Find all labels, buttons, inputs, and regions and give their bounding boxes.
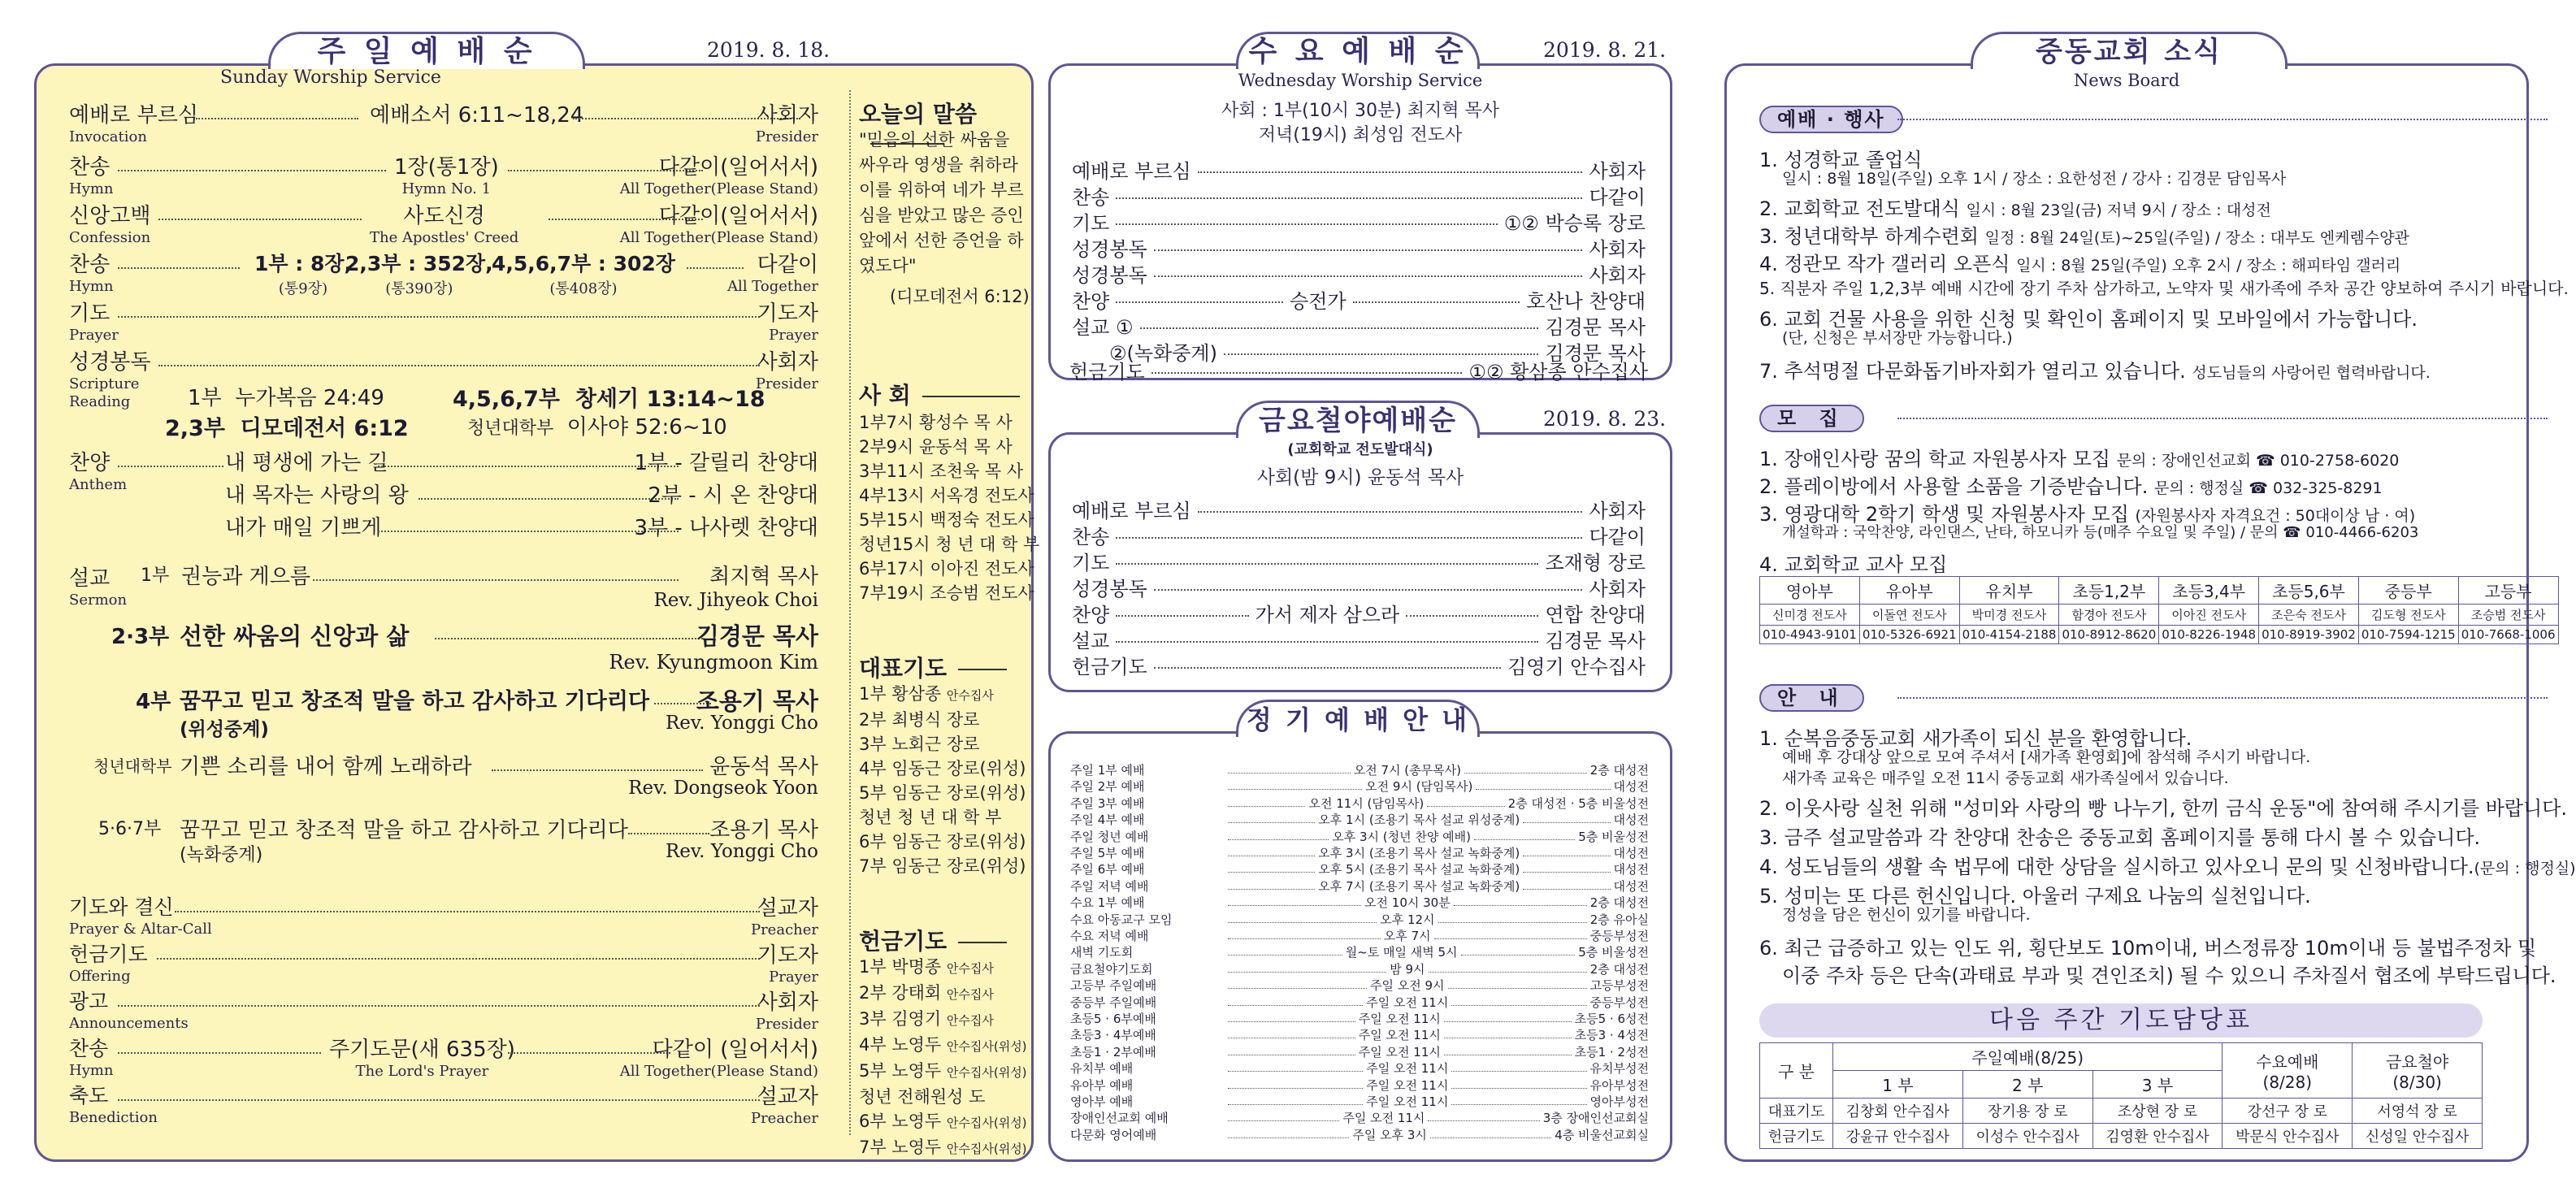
recruit-1: 1. 장애인사랑 꿈의 학교 자원봉사자 모집 문의 : 장애인선교회 ☎ 010-2758-6020 bbox=[1759, 448, 2400, 470]
sunday-date: 2019. 8. 18. bbox=[707, 38, 830, 62]
sermon-5-rev: Rev. Yonggi Cho bbox=[665, 841, 818, 862]
event-3: 3. 청년대학부 하계수련회 일정 : 8월 24일(토)~25일(주일) / 장소 : 대부도 엔케렘수양관 bbox=[1759, 225, 2409, 248]
wed-row-offering: 헌금기도 ①② 황삼종 안수집사 bbox=[1069, 361, 1648, 384]
wednesday-subtitle: Wednesday Worship Service bbox=[1238, 71, 1483, 90]
recruit-4: 4. 교회학교 교사 모집 bbox=[1759, 553, 1948, 576]
teacher-cell: 010-7594-1215 bbox=[2358, 626, 2458, 644]
schedule-row: 초등3 · 4부예배 주일 오전 11시 초등3 · 4성전 bbox=[1070, 1028, 1649, 1043]
teacher-cell: 010-8226-1948 bbox=[2159, 626, 2259, 644]
schedule-row: 초등5 · 6부예배 주일 오전 11시 초등5 · 6성전 bbox=[1070, 1012, 1649, 1026]
schedule-row: 금요철야기도회 밤 9시 2층 대성전 bbox=[1070, 961, 1650, 977]
confession-label: 신앙고백 Confession bbox=[69, 204, 151, 246]
teacher-cell: 초등3,4부 bbox=[2159, 577, 2259, 604]
schedule-row: 다문화 영어예배 주일 오후 3시 4층 비울선교회실 bbox=[1070, 1127, 1649, 1142]
teacher-cell: 신미경 전도사 bbox=[1760, 604, 1860, 626]
schedule-row: 고등부 주일예배 주일 오전 9시 고등부성전 bbox=[1070, 978, 1650, 994]
teacher-cell: 김도형 전도사 bbox=[2358, 604, 2458, 626]
anthem-3-choir: 3부 - 나사렛 찬양대 bbox=[634, 516, 818, 540]
wednesday-title: 수 요 예 배 순 bbox=[1236, 32, 1480, 69]
sunday-subtitle: Sunday Worship Service bbox=[220, 67, 441, 88]
sermon-1-preacher: 최지혁 목사 Rev. Jihyeok Choi bbox=[653, 565, 818, 611]
wed-row-sermon-1: 설교 ① 김경문 목사 bbox=[1072, 316, 1646, 339]
scripture-part1: 1부 누가복음 24:49 bbox=[188, 386, 384, 410]
fri-row-prayer: 기도 조재형 장로 bbox=[1072, 552, 1646, 574]
sermon-5-title: 꿈꾸고 믿고 창조적 말을 하고 감사하고 기다리다 bbox=[180, 818, 628, 843]
guide-2: 2. 이웃사랑 실천 위해 "성미와 사랑의 빵 나누기, 한끼 금식 운동"에 참여해 주시기를 바랍니다. bbox=[1759, 797, 2568, 820]
closing-hymn-label: 찬송 Hymn bbox=[69, 1037, 114, 1079]
wed-row-prayer: 기도 ①② 박승록 장로 bbox=[1072, 212, 1646, 235]
verse-heading: 오늘의 말씀 bbox=[859, 97, 1031, 156]
teacher-cell: 이아진 전도사 bbox=[2159, 604, 2259, 626]
event-4: 4. 정관모 작가 갤러리 오픈식 일시 : 8월 25일(주일) 오후 2시 / 장소 : 해피타임 갤러리 bbox=[1759, 253, 2401, 275]
teacher-cell: 박미경 전도사 bbox=[1959, 604, 2059, 626]
wed-row-sermon-2: ②(녹화중계) 김경문 목사 bbox=[1109, 342, 1646, 365]
altar-call-label: 기도와 결신 Prayer & Altar-Call bbox=[69, 895, 212, 938]
sermon-5-preacher: 조용기 목사 bbox=[709, 818, 818, 843]
hymn-number: 1장(통1장) Hymn No. 1 bbox=[394, 155, 499, 197]
schedule-row: 주일 6부 예배 오후 5시 (조용기 목사 설교 녹화중계) 대성전 bbox=[1070, 862, 1649, 878]
teacher-cell: 유치부 bbox=[1959, 577, 2059, 604]
guide-1: 1. 순복음중동교회 새가족이 되신 분을 환영합니다. bbox=[1759, 727, 2192, 750]
sermon-3-title: 꿈꾸고 믿고 창조적 말을 하고 감사하고 기다리다 bbox=[180, 689, 650, 714]
schedule-row: 수요 1부 예배 오전 10시 30분 2층 대성전 bbox=[1070, 895, 1650, 911]
sermon-label: 설교 Sermon bbox=[69, 566, 128, 609]
friday-worship-panel bbox=[1048, 405, 1672, 692]
hymn2-together: 다같이 All Together bbox=[727, 253, 818, 295]
event-7: 7. 추석명절 다문화돕기바자회가 열리고 있습니다. 성도님들의 사랑어린 협력바랍니다. bbox=[1759, 360, 2431, 383]
scripture-presider: 사회자 Presider bbox=[755, 350, 818, 392]
friday-presider: 사회(밤 9시) 윤동석 목사 bbox=[1256, 467, 1464, 488]
guide-3: 3. 금주 설교말씀과 각 찬양대 찬송은 중동교회 홈페이지를 통해 다시 볼 수 있습니다. bbox=[1759, 826, 2481, 849]
verse-ref: (디모데전서 6:12) bbox=[890, 287, 1030, 306]
schedule-row: 유아부 예배 주일 오전 11시 유아부성전 bbox=[1070, 1077, 1649, 1093]
friday-date: 2019. 8. 23. bbox=[1543, 407, 1667, 431]
event-1-detail: 일시 : 8월 18일(주일) 오후 1시 / 장소 : 요한성전 / 강사 : 김경문 담임목사 bbox=[1782, 170, 2287, 188]
teacher-cell: 010-7668-1006 bbox=[2458, 626, 2558, 644]
prayer-duty-title: 다음 주간 기도담당표 bbox=[1759, 1003, 2483, 1038]
sermon-3-rev: Rev. Yonggi Cho bbox=[665, 713, 818, 734]
schedule-row: 주일 1부 예배 오전 7시 (총무목사) 2층 대성전 bbox=[1070, 763, 1649, 778]
scripture-part23: 2,3부 디모데전서 6:12 bbox=[165, 416, 409, 441]
scripture-youth: 청년대학부 이사야 52:6~10 bbox=[467, 415, 727, 440]
friday-title: 금요철야예배순 bbox=[1236, 401, 1480, 438]
sunday-worship-panel: 주 일 예 배 순 Sunday Worship Service 2019. 8. 18. 예배로 부르심 Invocation 예배소서 6:11~18,24 사회자 Presider 찬송 Hymn 1장(통1장) Hymn No. 1 다같이(일어서서) All Together(Please Stand) 신앙고백 Confession 사도신경 The Apostles' Creed 다같이(일어서서) All Together(Please Stand) 찬송 Hymn 1부 : 8장, (통9장) 2,3부 : 352장, (통390장) 4,5,6,7부 : 302장 (통408장) 다같이 All Together 기도 Prayer 기도자 Prayer 성경봉독 Scripture Reading 사회자 Presider 1부 누가복음 24:49 4,5,6,7부 창세기 13:14~18 2,3부 디모데전서 6:12 청년대학부 이사야 52:6~10 찬양 Anthem 내 평생에 가는 길 1부 - 갈릴리 찬양대 내 목자는 사랑의 왕 2부 - 시 온 찬양대 내가 매일 기쁘게 3부 - 나사렛 찬양대 설교 Sermon 1부 권능과 게으름 최지혁 목사 Rev. Jihyeok Choi 2·3부 선한 싸움의 신앙과 삶 김경문 목사 Rev. Kyungmoon Kim 4부 꿈꾸고 믿고 창조적 말을 하고 감사하고 기다리다 (위성중계) 조용기 목사 Rev. Yonggi Cho 청년대학부 기쁜 소리를 내어 함께 노래하라 윤동석 목사 Rev. Dongseok Yoon 5·6·7부 꿈꾸고 믿고 창조적 말을 하고 감사하고 기다리다 (녹화중계) 조용기 목사 Rev. Yonggi Cho 기도와 결신 Prayer & Altar-Call 설교자 Preacher 헌금기도 Offering 기도자 Prayer 광고 Announcements 사회자 Presider 찬송 Hymn 주기도문(새 635장) The Lord's Prayer 다같이 (일어서서) All Together(Please Stand) 축도 Benediction 설교자 Preacher 오늘의 말씀 "믿음의 선한 싸움을 싸우라 영생을 취하라 이를 위하여 네가 부르심을 받았고 많은 증인 앞에서 선한 증언을 하였도다" (디모데전서 6:12) 사 회 1부7시 황성수 목 사 2부9시 윤동석 목 사 3부11시 조천욱 목 사 4부13시 서옥경 전도사 5부15시 백정숙 전도사 청년15시 청 년 대 학 부 6부17시 이아진 전도사 7부19시 조승범 전도사 대표기도 1부 황삼종 안수집사 2부 최병식 장로 3부 노회근 장로 4부 임동근 장로(위성) 5부 임동근 장로(위성) 청년 청 년 대 학 부 6부 임동근 장로(위성) 7부 임동근 장로(위성) 헌금기도 1부 박명종 안수집사 2부 강태회 안수집사 3부 김영기 안수집사 4부 노영두 안수집사(위성) 5부 노영두 안수집사(위성) 청년 전해원성 도 6부 노영두 안수집사(위성) 7부 노영두 안수집사(위성) bbox=[34, 63, 1034, 1162]
recruit-3-detail: 개설학과 : 국악찬양, 라인댄스, 난타, 하모니카 등(매주 수요일 및 주일) / 문의 ☎ 010-4466-6203 bbox=[1782, 524, 2419, 541]
sermon-2-preacher: 김경문 목사 bbox=[696, 622, 818, 650]
recruit-3: 3. 영광대학 2학기 학생 및 자원봉사자 모집 (자원봉사자 자격요건 : 50대이상 남 · 여) bbox=[1759, 503, 2416, 526]
sermon-2-title: 선한 싸움의 신앙과 삶 bbox=[180, 622, 410, 650]
schedule-row: 중등부 주일예배 주일 오전 11시 중등부성전 bbox=[1070, 994, 1649, 1010]
fri-row-hymn: 찬송 다같이 bbox=[1072, 526, 1646, 548]
schedule-row: 수요 아동교구 모임 오후 12시 2층 유아실 bbox=[1070, 912, 1650, 927]
teacher-cell: 함경아 전도사 bbox=[2059, 604, 2159, 626]
anthem-label: 찬양 Anthem bbox=[69, 451, 128, 493]
benediction-preacher: 설교자 Preacher bbox=[750, 1085, 818, 1127]
teacher-table bbox=[1759, 576, 2559, 644]
prayer-person: 기도자 Prayer bbox=[757, 301, 818, 344]
anthem-1-title: 내 평생에 가는 길 bbox=[225, 451, 388, 475]
wednesday-presider-2: 저녁(19시) 최성임 전도사 bbox=[1258, 125, 1463, 145]
invocation-text: 예배소서 6:11~18,24 bbox=[370, 103, 584, 128]
confession-together: 다같이(일어서서) All Together(Please Stand) bbox=[619, 204, 818, 246]
teacher-cell: 010-8919-3902 bbox=[2259, 626, 2359, 644]
scripture-label: 성경봉독 Scripture Reading bbox=[69, 350, 151, 410]
sunday-title: 주 일 예 배 순 bbox=[268, 32, 585, 69]
schedule-row: 수요 저녁 예배 오후 7시 중등부성전 bbox=[1070, 929, 1649, 943]
anthem-2-title: 내 목자는 사랑의 왕 bbox=[225, 483, 409, 508]
fri-row-offering: 헌금기도 김영기 안수집사 bbox=[1072, 656, 1646, 678]
offering-label: 헌금기도 Offering bbox=[69, 942, 148, 985]
hymn-together: 다같이(일어서서) All Together(Please Stand) bbox=[619, 155, 818, 197]
wednesday-presider-1: 사회 : 1부(10시 30분) 최지혁 목사 bbox=[1221, 101, 1500, 121]
teacher-cell: 초등1,2부 bbox=[2059, 577, 2159, 604]
sermon-4-title: 기쁜 소리를 내어 함께 노래하라 bbox=[180, 755, 472, 779]
altar-call-preacher: 설교자 Preacher bbox=[750, 896, 818, 938]
verse-text: "믿음의 선한 싸움을 싸우라 영생을 취하라 이를 위하여 네가 부르심을 받았고 많은 증인 앞에서 선한 증언을 하였도다" bbox=[859, 130, 1024, 275]
teacher-cell: 초등5,6부 bbox=[2259, 577, 2359, 604]
closing-hymn-together: 다같이 (일어서서) All Together(Please Stand) bbox=[619, 1038, 818, 1080]
schedule-row: 유치부 예배 주일 오전 11시 유치부성전 bbox=[1070, 1061, 1649, 1077]
schedule-row: 영아부 예배 주일 오전 11시 영아부성전 bbox=[1070, 1094, 1649, 1109]
guide-5: 5. 성미는 또 다른 헌신입니다. 아울러 구제요 나눔의 실천입니다. bbox=[1759, 885, 2311, 908]
wed-row-hymn: 찬송 다같이 bbox=[1072, 186, 1646, 209]
sermon-4-preacher: 윤동석 목사 bbox=[709, 755, 818, 779]
offering-heading: 헌금기도 bbox=[859, 924, 1007, 956]
recruit-header: 모 집 bbox=[1759, 404, 1864, 433]
hymn-part1: 1부 : 8장, (통9장) bbox=[254, 252, 352, 297]
teacher-cell: 중등부 bbox=[2358, 577, 2458, 604]
invocation-label: 예배로 부르심 Invocation bbox=[69, 103, 198, 145]
wed-row-anthem: 찬양 승전가 호산나 찬양대 bbox=[1072, 290, 1646, 313]
lords-prayer: 주기도문(새 635장) The Lord's Prayer bbox=[329, 1038, 515, 1080]
prayer-heading: 대표기도 bbox=[859, 651, 1007, 683]
teacher-cell: 조승범 전도사 bbox=[2458, 604, 2558, 626]
teacher-cell: 010-8912-8620 bbox=[2059, 626, 2159, 644]
fri-row-scripture: 성경봉독 사회자 bbox=[1072, 578, 1646, 600]
offering-prayer: 기도자 Prayer bbox=[757, 943, 818, 986]
schedule-row: 주일 5부 예배 오후 3시 (조용기 목사 설교 녹화중계) 대성전 bbox=[1070, 846, 1649, 860]
wednesday-date: 2019. 8. 21. bbox=[1543, 38, 1667, 62]
guide-4: 4. 성도님들의 생활 속 법무에 대한 상담을 실시하고 있사오니 문의 및 신청바랍니다.(문의 : 행정실) bbox=[1759, 856, 2576, 878]
anthem-1-choir: 1부 - 갈릴리 찬양대 bbox=[634, 451, 818, 475]
events-header: 예배 · 행사 bbox=[1759, 105, 1903, 134]
sunday-divider bbox=[849, 90, 851, 1135]
invocation-presider: 사회자 Presider bbox=[755, 103, 818, 145]
announcements-label: 광고 Announcements bbox=[69, 990, 189, 1032]
teacher-cell: 조은숙 전도사 bbox=[2259, 604, 2359, 626]
event-2: 2. 교회학교 전도발대식 일시 : 8월 23일(금) 저녁 9시 / 장소 : 대성전 bbox=[1759, 197, 2271, 220]
hymn-part3: 4,5,6,7부 : 302장 (통408장) bbox=[492, 252, 675, 297]
teacher-cell: 고등부 bbox=[2458, 577, 2558, 604]
announcements-presider: 사회자 Presider bbox=[755, 990, 818, 1033]
wed-row-scripture: 성경봉독 사회자 bbox=[1072, 238, 1646, 261]
schedule-row: 초등1 · 2부예배 주일 오전 11시 초등1 · 2성전 bbox=[1070, 1044, 1649, 1060]
news-title: 중동교회 소식 bbox=[1971, 32, 2288, 69]
event-5: 5. 직분자 주일 1,2,3부 예배 시간에 장기 주차 삼가하고, 노약자 및 새가족에 주차 공간 양보하여 주시기 바랍니다. bbox=[1759, 279, 2569, 298]
regular-title: 정 기 예 배 안 내 bbox=[1236, 700, 1480, 737]
teacher-cell: 010-4943-9101 bbox=[1760, 626, 1860, 644]
fri-row-anthem: 찬양 가서 제자 삼으라 연합 찬양대 bbox=[1072, 604, 1646, 626]
teacher-cell: 유아부 bbox=[1859, 577, 1959, 604]
benediction-label: 축도 Benediction bbox=[69, 1084, 158, 1126]
event-1: 1. 성경학교 졸업식 bbox=[1759, 149, 1923, 171]
presiders-list: 1부7시 황성수 목 사 2부9시 윤동석 목 사 3부11시 조천욱 목 사 4부13시 서옥경 전도사 5부15시 백정숙 전도사 청년15시 청 년 대 학 부 6부17시 이아진 전도사 7부19시 조승범 전도사 bbox=[859, 413, 1040, 603]
prayer-list: 1부 황삼종 안수집사 2부 최병식 장로 3부 노회근 장로 4부 임동근 장로(위성) 5부 임동근 장로(위성) 청년 청 년 대 학 부 6부 임동근 장로(위성) 7부 임동근 장로(위성) bbox=[859, 684, 1026, 876]
teacher-cell: 010-5326-6921 bbox=[1859, 626, 1959, 644]
sermon-2-rev: Rev. Kyungmoon Kim bbox=[609, 651, 818, 674]
scripture-part4567: 4,5,6,7부 창세기 13:14~18 bbox=[453, 387, 765, 412]
event-6: 6. 교회 건물 사용을 위한 신청 및 확인이 홈페이지 및 모바일에서 가능합니다. bbox=[1759, 308, 2418, 331]
schedule-row: 주일 3부 예배 오전 11시 (담임목사) 2층 대성전 · 5층 비울성전 bbox=[1070, 795, 1650, 811]
confession-creed: 사도신경 The Apostles' Creed bbox=[370, 204, 519, 246]
recruit-2: 2. 플레이방에서 사용할 소품을 기증받습니다. 문의 : 행정실 ☎ 032-325-8291 bbox=[1759, 475, 2383, 498]
hymn2-label: 찬송 Hymn bbox=[69, 253, 114, 295]
fri-row-sermon: 설교 김경문 목사 bbox=[1072, 630, 1646, 652]
hymn-label: 찬송 Hymn bbox=[69, 155, 114, 197]
regular-schedule-panel bbox=[1048, 704, 1672, 1162]
schedule-row: 주일 청년 예배 오후 3시 (청년 찬양 예배) 5층 비울성전 bbox=[1070, 829, 1649, 844]
event-6-detail: (단, 신청은 부서장만 가능합니다.) bbox=[1782, 329, 2013, 347]
presiders-heading: 사 회 bbox=[859, 378, 1020, 410]
sermon-1-title: 권능과 게으름 bbox=[181, 565, 310, 589]
prayer-label: 기도 Prayer bbox=[69, 301, 119, 344]
sermon-4-rev: Rev. Dongseok Yoon bbox=[628, 778, 818, 799]
wed-row-invocation: 예배로 부르심 사회자 bbox=[1072, 160, 1646, 183]
teacher-cell: 010-4154-2188 bbox=[1959, 626, 2059, 644]
hymn-part2: 2,3부 : 352장, (통390장) bbox=[345, 252, 493, 297]
prayer-duty-table: 구 분 주일예배(8/25) 수요예배 (8/28) 금요철야 (8/30) 1 부 2 부 3 부 대표기도 김창회 안수집사 장기용 장 로 조상현 장 로 강선구 장 로 서영석 장 로 헌금기도 강윤규 안수집사 이성수 안수집사 김영환 안수집사 박문식 안수집사 신성일 안수집사 bbox=[1759, 1042, 2483, 1149]
schedule-row: 주일 저녁 예배 오후 7시 (조용기 목사 설교 녹화중계) 대성전 bbox=[1070, 878, 1649, 894]
offering-list: 1부 박명종 안수집사 2부 강태회 안수집사 3부 김영기 안수집사 4부 노영두 안수집사(위성) 5부 노영두 안수집사(위성) 청년 전해원성 도 6부 노영두 안수집사(위성) 7부 노영두 안수집사(위성) bbox=[859, 957, 1027, 1157]
schedule-row: 장애인선교회 예배 주일 오전 11시 3층 장애인선교회실 bbox=[1070, 1111, 1649, 1126]
news-subtitle: News Board bbox=[2073, 71, 2180, 90]
news-board-panel: 중동교회 소식 News Board 예배 · 행사 1. 성경학교 졸업식 일시 : 8월 18일(주일) 오후 1시 / 장소 : 요한성전 / 강사 : 김경문 담임목사 2. 교회학교 전도발대식 일시 : 8월 23일(금) 저녁 9시 / 장소 : 대성전 3. 청년대학부 하계수련회 일정 : 8월 24일(토)~25일(주일) / 장소 : 대부도 엔케렘수양관 4. 정관모 작가 갤러리 오픈식 일시 : 8월 25일(주일) 오후 2시 / 장소 : 해피타임 갤러리 5. 직분자 주일 1,2,3부 예배 시간에 장기 주차 삼가하고, 노약자 및 새가족에 주차 공간 양보하여 주시기 바랍니다. 6. 교회 건물 사용을 위한 신청 및 확인이 홈페이지 및 모바일에서 가능합니다. (단, 신청은 부서장만 가능합니다.) 7. 추석명절 다문화돕기바자회가 열리고 있습니다. 성도님들의 사랑어린 협력바랍니다. 모 집 1. 장애인사랑 꿈의 학교 자원봉사자 모집 문의 : 장애인선교회 ☎ 010-2758-6020 2. 플레이방에서 사용할 소품을 기증받습니다. 문의 : 행정실 ☎ 032-325-8291 3. 영광대학 2학기 학생 및 자원봉사자 모집 (자원봉사자 자격요건 : 50대이상 남 · 여) 개설학과 : 국악찬양, 라인댄스, 난타, 하모니카 등(매주 수요일 및 주일) / 문의 ☎ 010-4466-6203 4. 교회학교 교사 모집 영아부 유아부 유치부 초등1,2부 초등3,4부 초등5,6부 중등부 고등부 신미경 전도사 이돌연 전도사 박미경 전도사 함경아 전도사 이아진 전도사 조은숙 전도사 김도형 전도사 조승범 전도사 010-4943-9101 010-5326-6921 010-4154-2188 010-8912-8620 010-8226-1948 010-8919-3902 010-7594-1215 010-7668-1006 안 내 1. 순복음중동교회 새가족이 되신 분을 환영합니다. 예배 후 강대상 앞으로 모여 주셔서 [새가족 환영회]에 참석해 주시기 바랍니다. 새가족 교육은 매주일 오전 11시 중동교회 새가족실에서 있습니다. 2. 이웃사랑 실천 위해 "성미와 사랑의 빵 나누기, 한끼 금식 운동"에 참여해 주시기를 바랍니다. 3. 금주 설교말씀과 각 찬양대 찬송은 중동교회 홈페이지를 통해 다시 볼 수 있습니다. 4. 성도님들의 생활 속 법무에 대한 상담을 실시하고 있사오니 문의 및 신청바랍니다.(문의 : 행정실) 5. 성미는 또 다른 헌신입니다. 아울러 구제요 나눔의 실천입니다. 정성을 담은 헌신이 있기를 바랍니다. 6. 최근 급증하고 있는 인도 위, 횡단보도 10m이내, 버스정류장 10m이내 등 불법주정차 및 이중 주차 등은 단속(과태료 부과 및 견인조치) 될 수 있으니 주차질서 협조에 부탁드립니다. 다음 주간 기도담당표 구 분 주일예배(8/25) 수요예배 (8/28) 금요철야 (8/30) 1 부 2 부 3 부 대표기도 김창회 안수집사 장기용 장 로 조상현 장 로 강선구 장 로 서영석 장 로 헌금기도 강윤규 안수집사 이성수 안수집사 김영환 안수집사 박문식 안수집사 신성일 안수집사 bbox=[1724, 63, 2529, 1162]
sermon-3-preacher: 조용기 목사 bbox=[696, 687, 818, 715]
anthem-3-title: 내가 매일 기쁘게 bbox=[225, 516, 382, 540]
wed-row-scripture-2: 성경봉독 사회자 bbox=[1072, 264, 1646, 287]
schedule-row: 새벽 기도회 월~토 매일 새벽 5시 5층 비울성전 bbox=[1070, 945, 1649, 960]
anthem-2-choir: 2부 - 시 온 찬양대 bbox=[648, 483, 818, 508]
teacher-cell: 이돌연 전도사 bbox=[1859, 604, 1959, 626]
schedule-row: 주일 2부 예배 오전 9시 (담임목사) 대성전 bbox=[1070, 779, 1650, 795]
wednesday-worship-panel bbox=[1048, 35, 1672, 384]
guide-6: 6. 최근 급증하고 있는 인도 위, 횡단보도 10m이내, 버스정류장 10m이내 등 불법주정차 및 bbox=[1759, 937, 2537, 960]
teacher-cell: 영아부 bbox=[1760, 577, 1860, 604]
guide-header: 안 내 bbox=[1759, 683, 1864, 713]
fri-row-invocation: 예배로 부르심 사회자 bbox=[1072, 500, 1646, 522]
friday-subtitle: (교회학교 전도발대식) bbox=[1287, 441, 1433, 458]
schedule-row: 주일 4부 예배 오후 1시 (조용기 목사 설교 위성중계) 대성전 bbox=[1070, 812, 1649, 828]
